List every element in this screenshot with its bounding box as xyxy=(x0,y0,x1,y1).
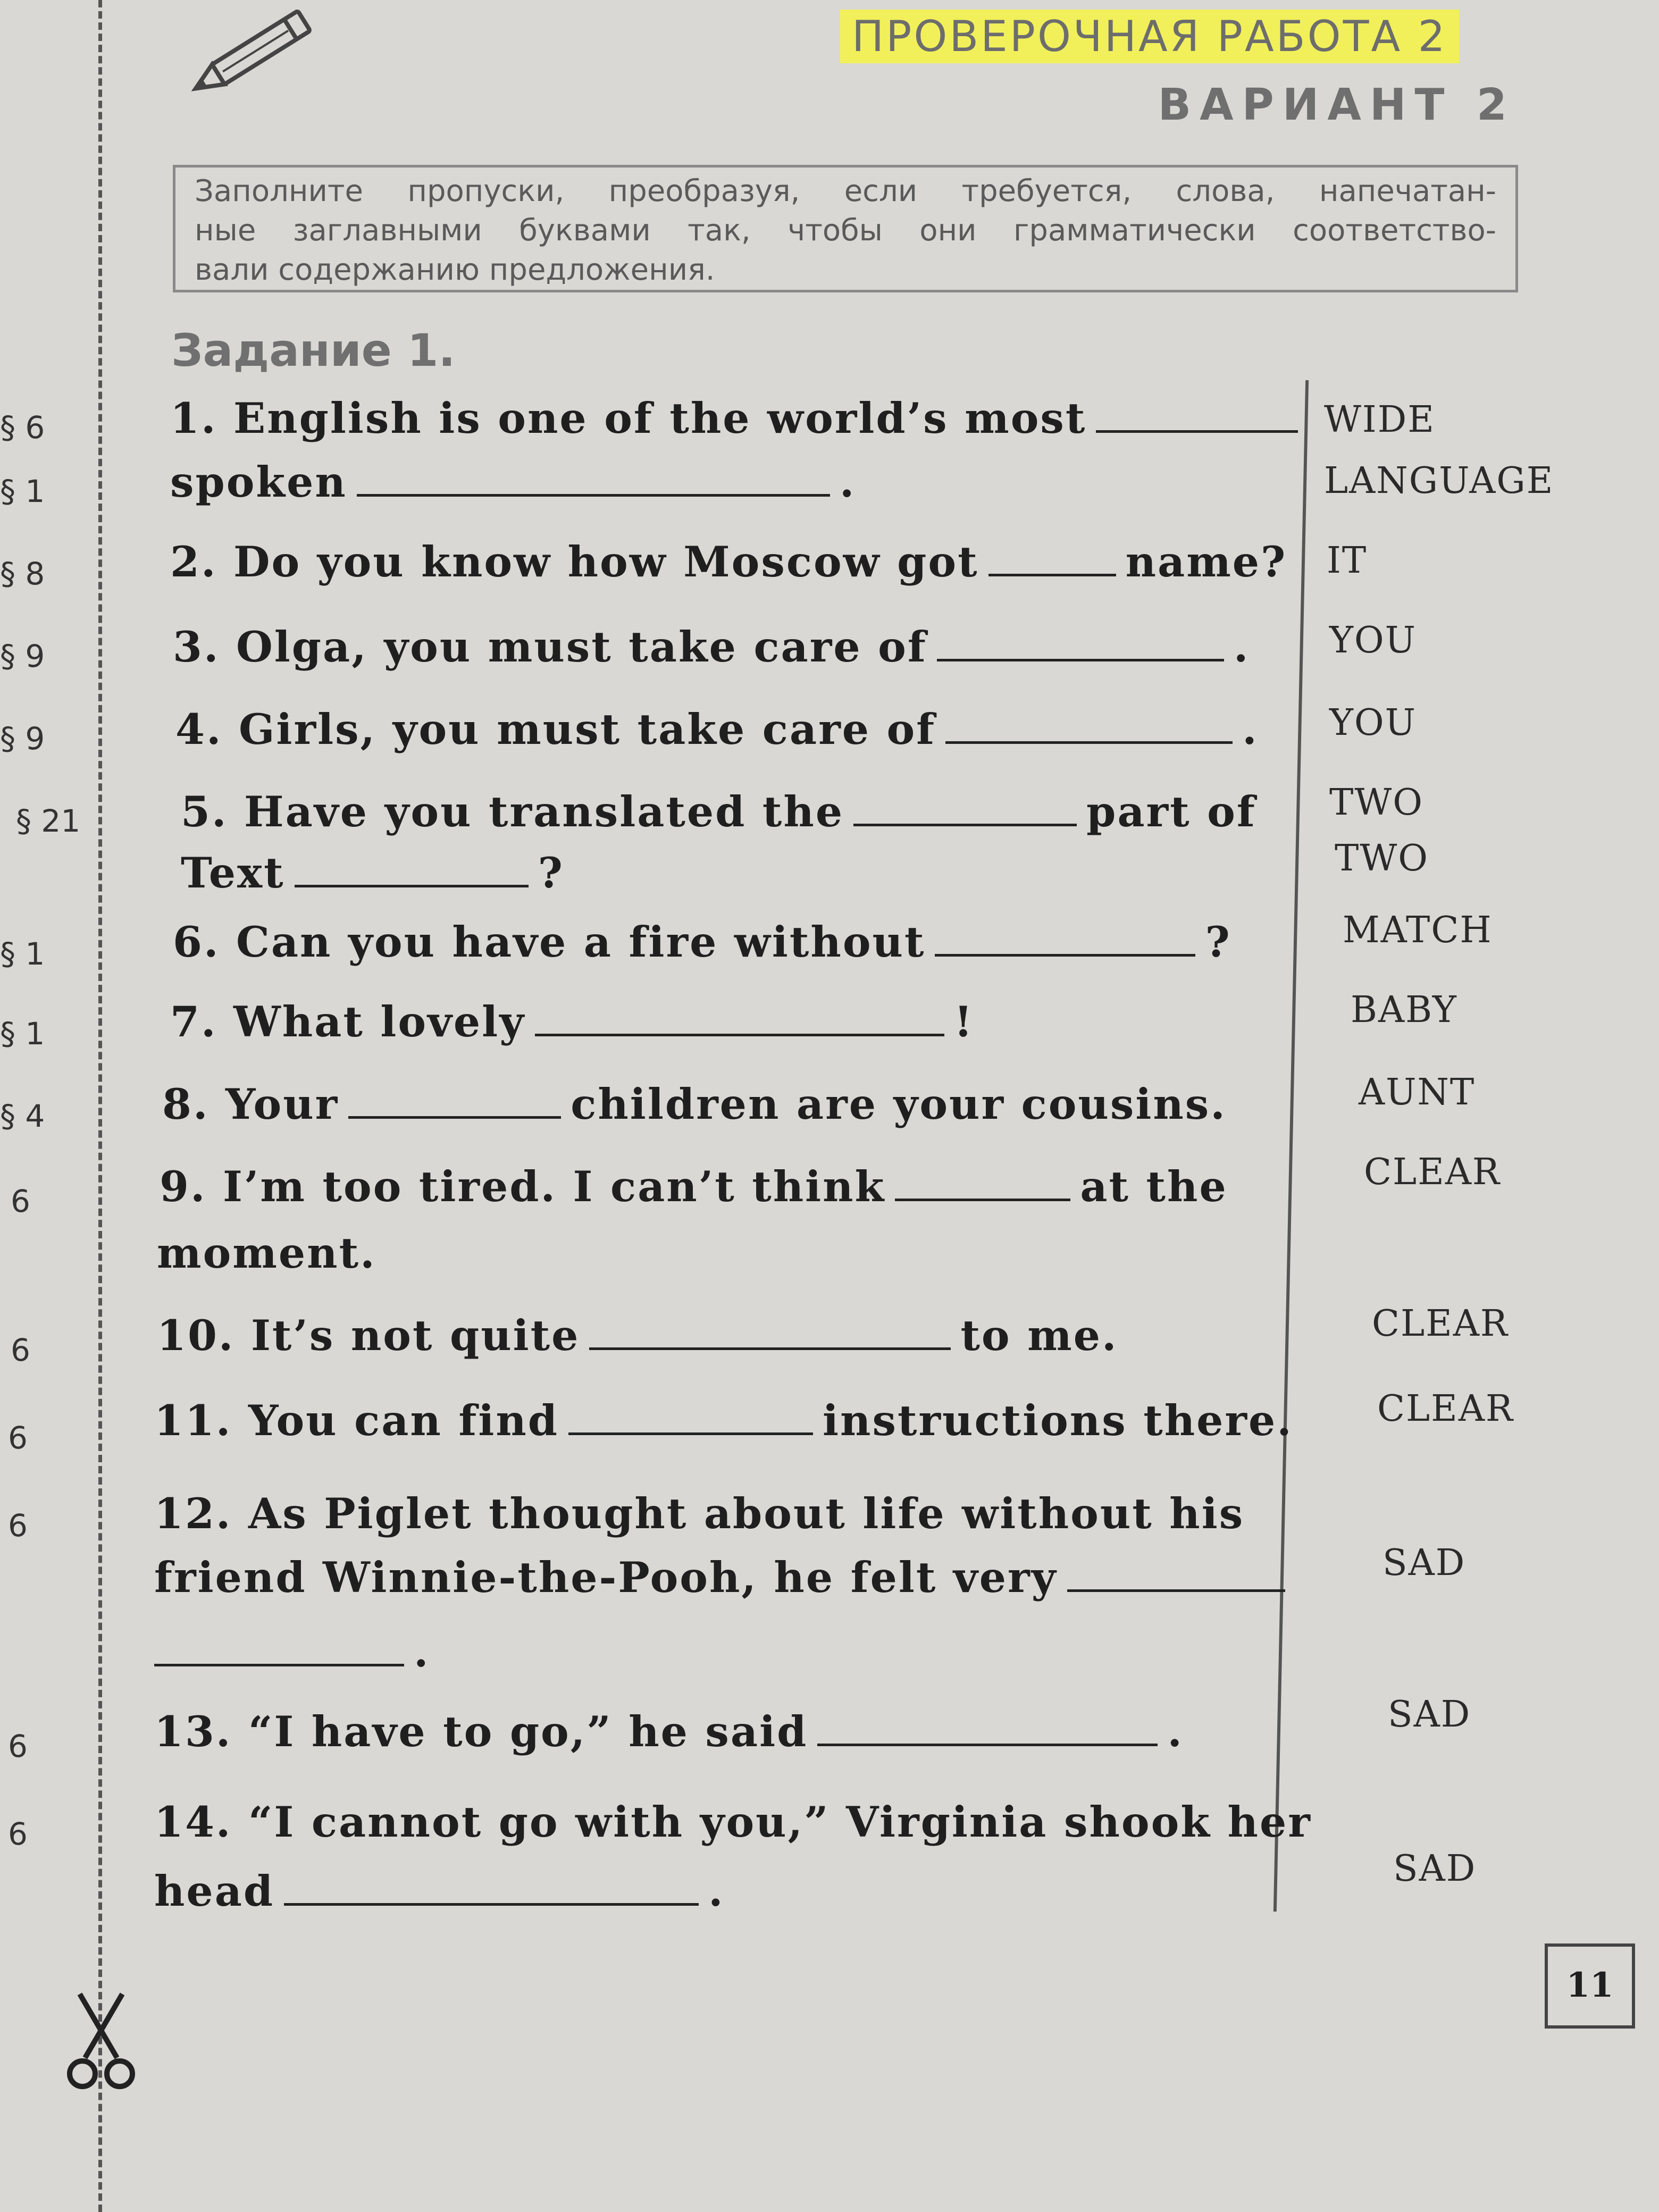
section-ref: § 8 xyxy=(0,556,45,592)
item-10: 10. It’s not quite to me. xyxy=(157,1311,1118,1360)
item-4: 4. Girls, you must take care of . xyxy=(175,705,1259,754)
instruction-line: Заполните пропуски, преобразуя, если требуется, слова, напечатан- xyxy=(195,174,1496,208)
item-11: 11. You can find instructions there. xyxy=(154,1396,1293,1445)
item-5-line-1: 5. Have you translated the part of xyxy=(181,787,1256,836)
answer-blank[interactable] xyxy=(568,1427,813,1435)
answer-blank[interactable] xyxy=(154,1658,404,1666)
answer-blank[interactable] xyxy=(937,653,1224,661)
page-number: 11 xyxy=(1545,1943,1635,2029)
item-2: 2. Do you know how Moscow got name? xyxy=(170,537,1287,586)
answer-blank[interactable] xyxy=(295,879,529,887)
keyword: MATCH xyxy=(1343,909,1493,951)
answer-blank[interactable] xyxy=(535,1028,944,1036)
keyword: CLEAR xyxy=(1377,1388,1514,1430)
keyword: SAD xyxy=(1388,1694,1471,1736)
keyword: AUNT xyxy=(1359,1071,1476,1113)
keyword: TWO xyxy=(1329,782,1423,824)
instruction-box xyxy=(173,165,1518,292)
item-12-line-3: . xyxy=(154,1627,430,1677)
item-8: 8. Your children are your cousins. xyxy=(162,1079,1227,1129)
instruction-line: ные заглавными буквами так, чтобы они грамматически соответство- xyxy=(195,213,1496,248)
task-title: Задание 1. xyxy=(171,324,456,376)
item-12-line-2: friend Winnie-the-Pooh, he felt very xyxy=(154,1553,1295,1602)
answer-blank[interactable] xyxy=(817,1738,1158,1746)
keyword: CLEAR xyxy=(1364,1151,1501,1193)
variant-label: ВАРИАНТ 2 xyxy=(1158,80,1515,130)
item-3: 3. Olga, you must take care of . xyxy=(173,622,1250,672)
keyword: YOU xyxy=(1329,619,1417,661)
item-12-line-1: 12. As Piglet thought about life without his xyxy=(154,1489,1245,1538)
answer-blank[interactable] xyxy=(988,568,1116,576)
answer-blank[interactable] xyxy=(589,1342,951,1350)
answer-blank[interactable] xyxy=(1096,425,1298,433)
keyword: YOU xyxy=(1329,702,1417,744)
item-9-line-1: 9. I’m too tired. I can’t think at the xyxy=(160,1162,1228,1211)
column-divider xyxy=(1273,380,1309,1912)
section-ref: § 21 xyxy=(16,803,81,839)
item-1-line-2: spoken . xyxy=(170,457,856,507)
answer-blank[interactable] xyxy=(357,489,830,497)
item-5-line-2: Text ? xyxy=(181,848,564,898)
keyword: TWO xyxy=(1335,837,1429,879)
keyword: WIDE xyxy=(1324,399,1435,441)
item-14-line-1: 14. “I cannot go with you,” Virginia shook her xyxy=(154,1797,1312,1847)
item-1-line-1: 1. English is one of the world’s most xyxy=(170,393,1308,443)
keyword: LANGUAGE xyxy=(1324,460,1554,502)
section-ref: § 6 xyxy=(0,409,45,446)
answer-blank[interactable] xyxy=(853,818,1077,826)
pencil-icon xyxy=(175,5,335,101)
keyword: CLEAR xyxy=(1372,1303,1509,1345)
page-title: ПРОВЕРОЧНАЯ РАБОТА 2 xyxy=(840,10,1459,63)
item-13: 13. “I have to go,” he said . xyxy=(154,1707,1184,1756)
answer-blank[interactable] xyxy=(348,1111,561,1119)
keyword: BABY xyxy=(1351,989,1457,1031)
answer-blank[interactable] xyxy=(895,1193,1070,1201)
section-ref: 6 xyxy=(8,1507,28,1544)
answer-blank[interactable] xyxy=(945,736,1233,744)
section-ref: § 1 xyxy=(0,936,45,972)
item-7: 7. What lovely ! xyxy=(170,997,974,1046)
section-ref: § 4 xyxy=(0,1098,45,1134)
instruction-line: вали содержанию предложения. xyxy=(195,253,715,287)
item-6: 6. Can you have a fire without ? xyxy=(173,917,1231,967)
section-ref: 6 xyxy=(8,1728,28,1764)
section-ref: 6 xyxy=(11,1183,30,1219)
section-ref: § 1 xyxy=(0,1016,45,1052)
answer-blank[interactable] xyxy=(1067,1584,1285,1592)
keyword: IT xyxy=(1327,540,1368,582)
section-ref: 6 xyxy=(8,1816,28,1852)
section-ref: § 1 xyxy=(0,473,45,509)
answer-blank[interactable] xyxy=(284,1898,699,1906)
section-ref: 6 xyxy=(11,1332,30,1368)
keyword: SAD xyxy=(1393,1848,1477,1890)
item-9-line-2: moment. xyxy=(157,1228,376,1278)
cut-line xyxy=(98,0,102,2212)
keyword: SAD xyxy=(1382,1542,1466,1584)
section-ref: § 9 xyxy=(0,720,45,757)
answer-blank[interactable] xyxy=(935,949,1195,957)
section-ref: § 9 xyxy=(0,638,45,674)
section-ref: 6 xyxy=(8,1420,28,1456)
item-14-line-2: head . xyxy=(154,1866,725,1916)
scissors-icon xyxy=(58,1989,144,2095)
